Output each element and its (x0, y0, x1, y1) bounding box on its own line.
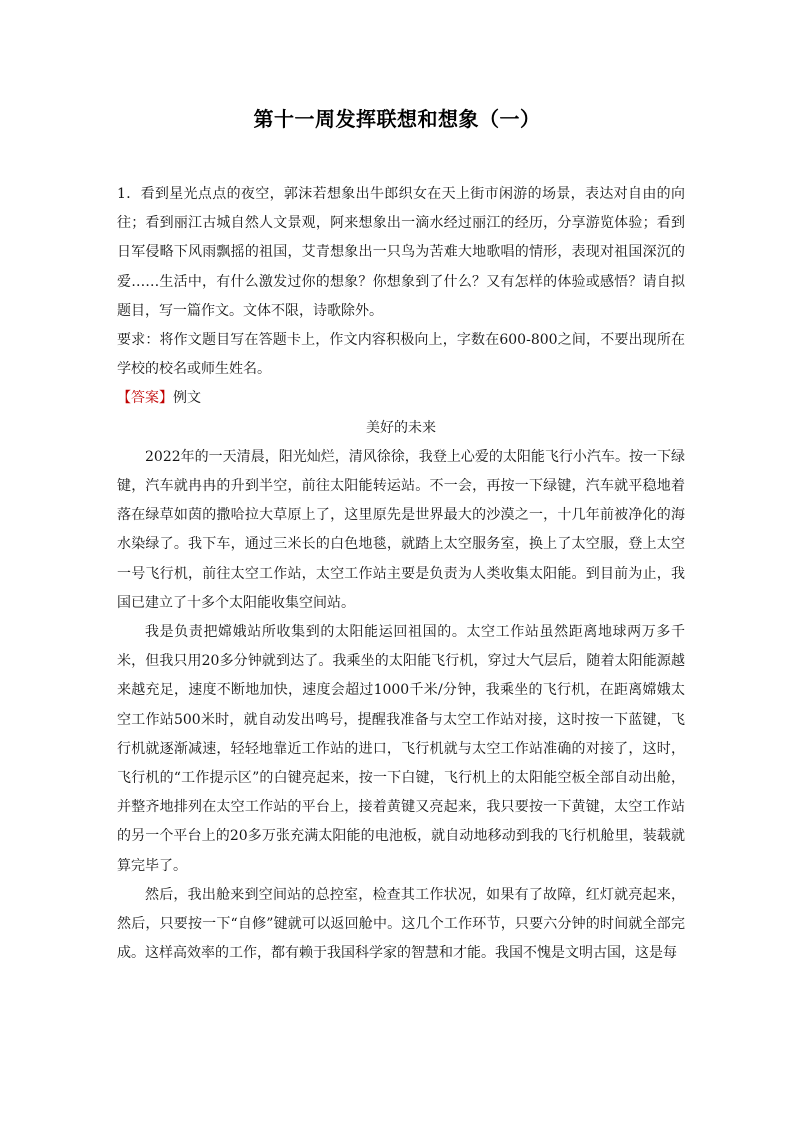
answer-tag: 【答案】 (117, 390, 173, 407)
answer-label: 例文 (173, 390, 201, 407)
essay-title: 美好的未来 (366, 419, 436, 436)
question-text: 1．看到星光点点的夜空，郭沫若想象出牛郎织女在天上街市闲游的场景，表达对自由的向往；看到丽江古城自然人文景观，阿来想象出一滴水经过丽江的经历，分享游览体验；看到日军侵略下风雨飘摇的祖国，艾青想象出一只鸟为苦难大地歌唱的情形，表现对祖国深沉的爱……生活中，有什么激发过你的想象？你想象到了什么？又有怎样的体验或感悟？请自拟题目，写一篇作文。文体不限，诗歌除外。 (117, 186, 685, 319)
essay-paragraph: 2022年的一天清晨，阳光灿烂，清风徐徐，我登上心爱的太阳能飞行小汽车。按一下绿键，汽车就冉冉的升到半空，前往太阳能转运站。不一会，再按一下绿键，汽车就平稳地着落在绿草如茵的撒哈拉大草原上了，这里原先是世界最大的沙漠之一，十几年前被净化的海水染绿了。我下车，通过三米长的白色地毯，就踏上太空服务室，换上了太空服，登上太空一号飞行机，前往太空工作站，太空工作站主要是负责为人类收集太阳能。到目前为止，我国已建立了十多个太阳能收集空间站。 (117, 448, 685, 611)
answer-line (117, 384, 685, 413)
essay-paragraph: 我是负责把嫦娥站所收集到的太阳能运回祖国的。太空工作站虽然距离地球两万多千米，但我只用20多分钟就到达了。我乘坐的太阳能飞行机，穿过大气层后，随着太阳能源越来越充足，速度不断地加快，速度会超过1000千米/分钟，我乘坐的飞行机，在距离嫦娥太空工作站500米时，就自动发出鸣号，提醒我准备与太空工作站对接，这时按一下蓝键，飞行机就逐渐减速，轻轻地靠近工作站的进口，飞行机就与太空工作站准确的对接了，这时，飞行机的“工作提示区”的白键亮起来，按一下白键，飞行机上的太阳能空板全部自动出舱，并整齐地排列在太空工作站的平台上，接着黄键又亮起来，我只要按一下黄键，太空工作站的另一个平台上的20多万张充满太阳能的电池板，就自动地移动到我的飞行机舱里，装载就算完毕了。 (117, 624, 685, 874)
essay-paragraph: 然后，我出舱来到空间站的总控室，检查其工作状况，如果有了故障，红灯就亮起来，然后，只要按一下“自修”键就可以返回舱中。这几个工作环节，只要六分钟的时间就全部完成。这样高效率的工作，都有赖于我国科学家的智慧和才能。我国不愧是文明古国，这是每 (117, 886, 685, 962)
page-title: 第十一周发挥联想和想象（一） (253, 107, 541, 131)
requirement-text: 要求：将作文题目写在答题卡上，作文内容积极向上，字数在600-800之间，不要出现所在学校的校名或师生姓名。 (117, 332, 685, 378)
document-body (117, 180, 685, 968)
